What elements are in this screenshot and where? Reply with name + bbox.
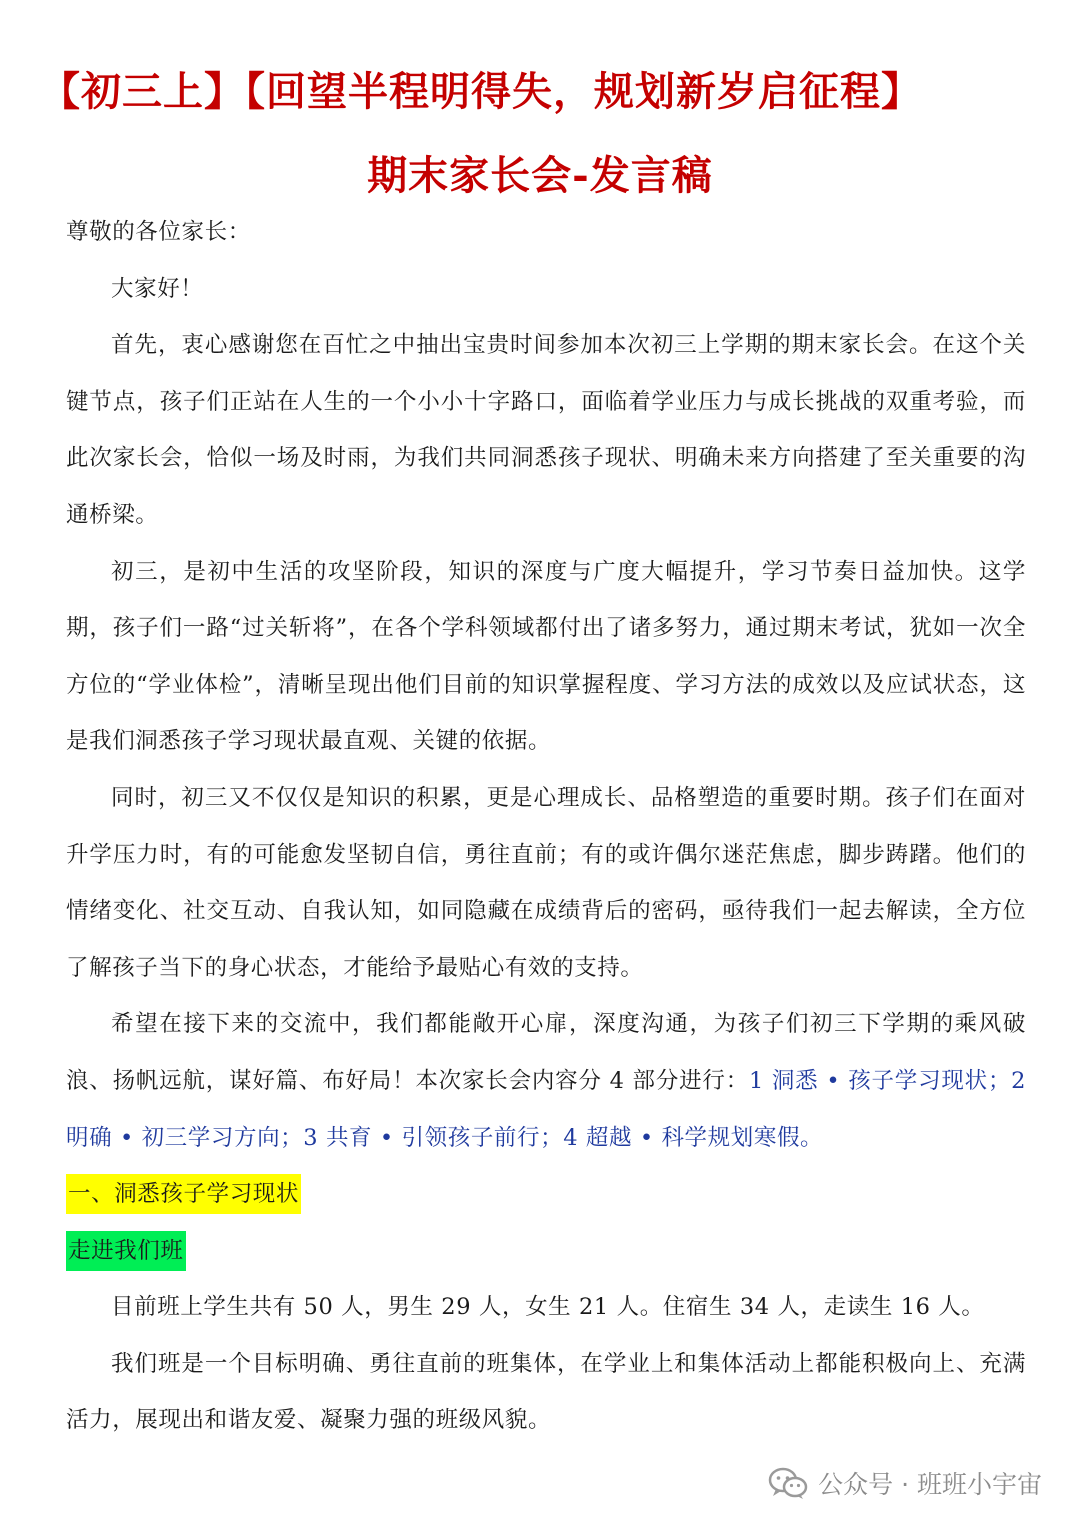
document-subtitle: 期末家长会-发言稿 — [367, 152, 713, 199]
outline-parts: 1 洞悉 • 孩子学习现状；2 明确 • 初三学习方向；3 共育 • 引领孩子前行；4 超越 • 科学规划寒假。 — [66, 1067, 1026, 1151]
subheading-row — [66, 1223, 1026, 1280]
wechat-icon — [768, 1466, 808, 1500]
document-title: 【初三上】【回望半程明得失，规划新岁启征程】 — [40, 68, 922, 115]
paragraph-growth: 同时，初三又不仅仅是知识的积累，更是心理成长、品格塑造的重要时期。孩子们在面对升学压力时，有的可能愈发坚韧自信，勇往直前；有的或许偶尔迷茫焦虑，脚步踌躇。他们的情绪变化、社交互动、自我认知，如同隐藏在成绩背后的密码，亟待我们一起去解读，全方位了解孩子当下的身心状态，才能给予最贴心有效的支持。 — [66, 784, 1026, 981]
watermark-text: 公众号 · 班班小宇宙 — [818, 1470, 1042, 1499]
class-stats: 目前班上学生共有 50 人，男生 29 人，女生 21 人。住宿生 34 人，走读生 16 人。 — [111, 1294, 985, 1321]
speech-body — [66, 204, 1026, 1449]
watermark — [768, 1461, 1042, 1505]
salutation: 尊敬的各位家长： — [66, 219, 251, 245]
paragraph-thanks: 首先，衷心感谢您在百忙之中抽出宝贵时间参加本次初三上学期的期末家长会。在这个关键节点，孩子们正站在人生的一个小小十字路口，面临着学业压力与成长挑战的双重考验，而此次家长会，恰似一场及时雨，为我们共同洞悉孩子现状、明确未来方向搭建了至关重要的沟通桥梁。 — [66, 332, 1026, 528]
section-subheading: 走进我们班 — [66, 1231, 186, 1271]
section-heading: 一、洞悉孩子学习现状 — [66, 1174, 301, 1214]
paragraph-grade-nine: 初三，是初中生活的攻坚阶段，知识的深度与广度大幅提升，学习节奏日益加快。这学期，孩子们一路“过关斩将”，在各个学科领域都付出了诸多努力，通过期末考试，犹如一次全方位的“学业体检”，清晰呈现出他们目前的知识掌握程度、学习方法的成效以及应试状态，这是我们洞悉孩子学习现状最直观、关键的依据。 — [66, 558, 1026, 755]
outline-intro: 希望在接下来的交流中，我们都能敞开心扉，深度沟通，为孩子们初三下学期的乘风破浪、扬帆远航，谋好篇、布好局！本次家长会内容分 4 部分进行： — [66, 1011, 1026, 1094]
class-description: 我们班是一个目标明确、勇往直前的班集体，在学业上和集体活动上都能积极向上、充满活力，展现出和谐友爱、凝聚力强的班级风貌。 — [66, 1350, 1026, 1434]
paragraph-outline — [66, 996, 1026, 1166]
section-heading-row — [66, 1166, 1026, 1223]
greeting: 大家好！ — [111, 275, 204, 302]
